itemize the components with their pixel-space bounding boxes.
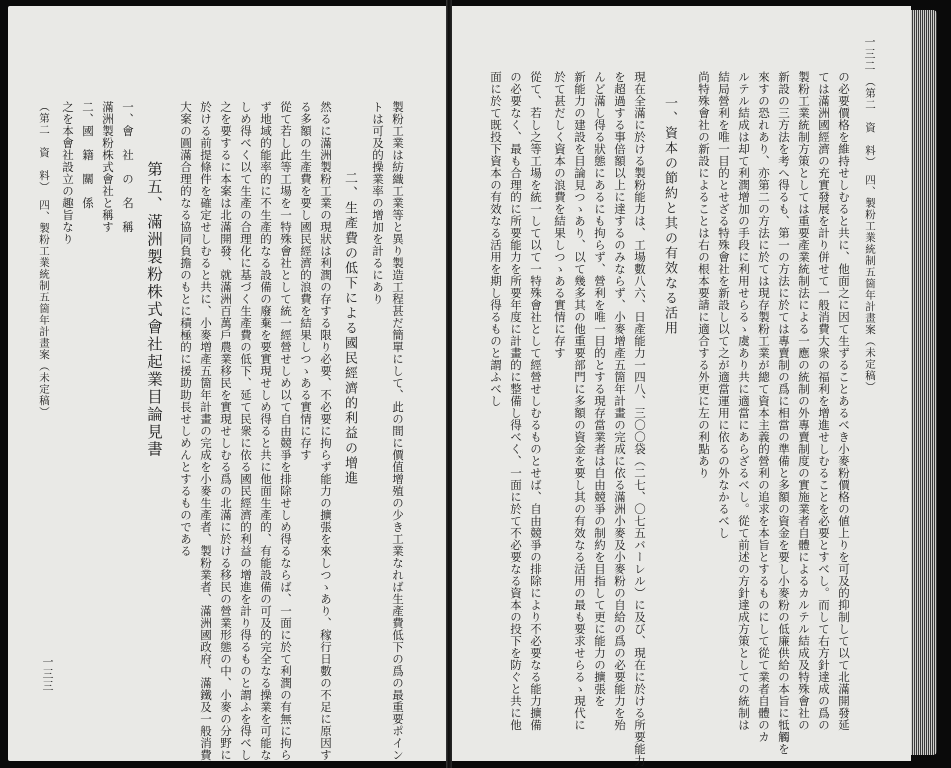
left-para-10: 製粉工業は紡織工業等と異り製造工程甚だ簡單にして、此の間に價值增殖の少き工業なれば生產費低下の爲の最重要ポイン	[391, 101, 405, 761]
right-body-6: 從て、若し之等工場を統一して以て一特殊會社として經營せしむるものとせば、自由競爭の排除により不必要なる能力擴備	[529, 71, 543, 731]
left-para-1: 大案の圓滿合理的なる協同負擔のもとに積極的に援助助長せしめんとするものである	[179, 101, 193, 557]
left-item-4: 一、會 社 の 名 稱	[121, 101, 135, 233]
right-body-4: 新能力の建設を目論見つゝあり、以て幾多其の他重要部門に多額の資金を要し其の有效なる活用の最も要求せらるゝ現代に	[573, 71, 587, 731]
right-heading: 一、資本の節約と其の有效なる活用	[662, 96, 677, 336]
right-body-8: 面に於て既投下資本の有效なる活用を期し得るものと謂ふべし	[489, 71, 503, 407]
left-para-2: 於ける前提條件を確定せしむると共に、小麥増產五箇年計畫の完成を小麥生產者、製粉業者、滿洲國政府、滿鐵及一般消費	[199, 101, 213, 761]
left-para-4: しめ得べく以て生產の合理化に基づく生產費の低下、延て民衆に依る國民經濟的利益の增進を計り得るものと謂ふを得べし	[239, 101, 253, 761]
left-heading: 二、生產費の低下による國民經濟的利益の增進	[342, 171, 357, 486]
right-para-8: 尚特殊會社の新設によることは右の根本要請に適合する外更に左の利點あり	[697, 71, 711, 479]
left-running-header: （第二 資 料） 四、製粉工業統制五箇年計畫案（未定稿）	[38, 101, 50, 418]
left-page-number: 一三三	[41, 656, 54, 692]
right-para-4: 新設の三方法を考へ得るも、第一の方法に於ては專賣制の爲に相當の準備と多額の資金を要し小麥粉の低廉供給の本旨に牴觸を	[777, 71, 791, 755]
left-para-8: 然るに滿洲製粉工業の現狀は利潤の存する限り必要、不必要に拘らず能力の擴張を來しつゝあり、稼行日數の不足に原因す	[319, 101, 333, 761]
right-body-1: 現在全滿に於ける製粉能力は、工場數八六、日產能力一四八、三〇〇袋（二七、〇七五バーレル）に及び、現在に於ける所要能力	[633, 71, 647, 767]
right-para-5: 來すの恐れあり、亦第二の方法に於ては現存製粉工業が總て資本主義的營利の追求を本旨とするものにして從て業者自體のカ	[757, 71, 771, 743]
left-para-9: トは可及的操業率の增加を計るにあり	[371, 101, 385, 305]
right-para-7: 結局營利を唯一目的とせざる特殊會社を新設し以て之が適當運用に依るの外なかるべし	[717, 71, 731, 539]
right-para-1: の必要價格を維持せしむると共に、他面之に因て生ずることあるべき小麥粉價格の値上りを可及的抑制して以て北滿開發延	[837, 71, 851, 731]
right-running-header: （第二 資 料） 四、製粉工業統制五箇年計畫案（未定稿）	[864, 76, 876, 393]
left-para-3: 之を要するに本案は北滿開發、就滿洲百萬戶農業移民を實現せしむる爲の北滿に於ける移民の營業形態の中、小麥の分野に	[219, 101, 233, 761]
right-page	[452, 6, 911, 767]
right-page-number: 一三二	[863, 36, 876, 72]
left-para-7: る多額の生產費を要し國民經濟的浪費を結果しつゝある實情に存す	[299, 101, 313, 461]
right-body-2: を超過する事倍額以上に達するのみならず、小麥增產五箇年計畫の完成に依る滿洲小麥及小麥粉の自給の爲の必要能力を殆	[613, 71, 627, 731]
left-page	[8, 6, 446, 761]
right-para-2: ては滿洲國經濟の充實發展を計り併せて一般消費大衆の福利を增進せしむることを必要とすべし。而して右方針達成の爲の	[817, 71, 831, 731]
right-body-7: の必要なく、最も合理的に所要能力を所要年度に計畫的に整備し得べく、一面に於て不必要なる資本の投下を防ぐと共に他	[509, 71, 523, 731]
left-para-5: ず地域的能率的に不生產的なる設備の廢棄を要實現せしめ得ると共に他面生產的、有能設備の可及的完全なる操業を可能な	[259, 101, 273, 761]
left-para-6: 從て若し此等工場を一特殊會社として統一經營せしめ以て自由競爭を排除せしめ得るならば、一面に於て利潤の有無に拘ら	[279, 101, 293, 761]
left-item-1: 之を本會社設立の趣旨なり	[61, 101, 75, 245]
page-edges	[911, 10, 937, 755]
left-item-3: 滿洲製粉株式會社と稱す	[101, 101, 115, 233]
right-body-5: 於て甚だしく資本の浪費を結果しつゝある實情に存す	[553, 71, 567, 359]
right-para-3: 製粉工業統制方策としては重要產業統制法による一應の統制の外專賣制度の實施業者自體によるカルテル結成及特殊會社の	[797, 71, 811, 731]
section-title: 第五、滿洲製粉株式會社起業目論見書	[145, 161, 163, 459]
left-item-2: 二、國 籍 關 係	[81, 101, 95, 209]
right-body-3: んど滿し得る狀態にあるにも拘らず、營利を唯一目的とする現存當業者は自由競爭の制約を目指して更に能力の擴張を	[593, 71, 607, 707]
right-para-6: ルテル結成は却て利潤增加の手段に利用せらるゝ虞あり共に適當にあらざるべし。從て前述の方針達成方策としての統制は	[737, 71, 751, 731]
